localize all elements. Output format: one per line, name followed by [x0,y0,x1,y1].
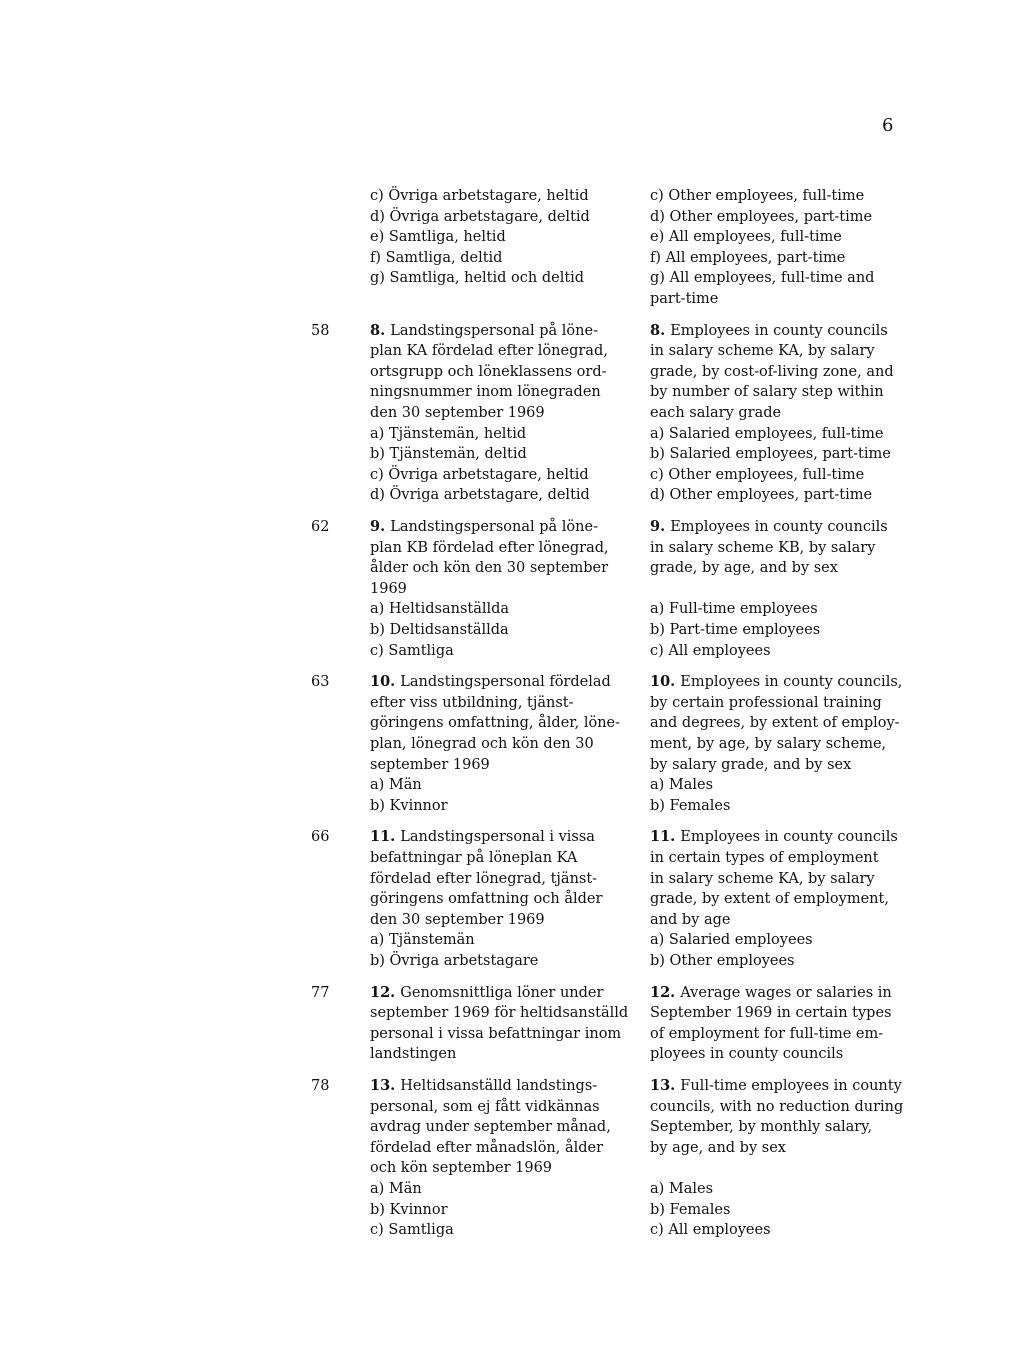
entry-line [650,983,920,1004]
entry-line [370,1076,640,1097]
entry-text: by number of salary step within [650,384,884,401]
entry-line [650,1117,920,1138]
entry-line [650,599,920,620]
entry-line [370,1158,640,1179]
entry-text: f) All employees, part-time [650,249,846,266]
entry-line [370,517,640,538]
entry-number: 10. [650,673,681,691]
entry-line [370,227,640,248]
entry-text: september 1969 [370,756,490,773]
entry-line [650,485,920,506]
entry-text: personal i vissa befattningar inom [370,1025,622,1042]
entry-text: c) Övriga arbetstagare, heltid [370,188,589,204]
entry-line [650,1220,920,1241]
entry-text: Average wages or salaries in [680,984,892,1001]
entry-line [650,1138,920,1159]
swedish-column [370,672,640,816]
entry-text: grade, by extent of employment, [650,891,889,908]
entry-line [650,207,920,228]
entry-number: 11. [650,828,681,846]
entry-text: b) Övriga arbetstagare [370,952,539,969]
entry-text: personal, som ej fått vidkännas [370,1098,600,1115]
entry-text: a) Män [370,1180,422,1197]
english-column [650,1076,920,1241]
entry-text: Landstingspersonal i vissa [400,829,595,846]
entry-line [650,827,920,848]
swedish-column [370,983,640,1065]
entry-line [650,579,920,600]
entry-line [370,362,640,383]
entry-text: each salary grade [650,404,782,421]
list-item [0,672,1024,816]
entry-text: councils, with no reduction during [650,1098,904,1115]
entry-line [370,848,640,869]
entry-text: d) Other employees, part-time [650,208,873,225]
entry-line [370,755,640,776]
entry-text: b) Part-time employees [650,621,821,638]
entry-text: Employees in county councils [670,322,888,339]
entry-text: grade, by cost-of-living zone, and [650,363,894,380]
entry-line [650,424,920,445]
entry-line [370,869,640,890]
entry-line [650,775,920,796]
entry-line [370,775,640,796]
entry-text: fördelad efter lönegrad, tjänst- [370,870,598,887]
list-item [0,983,1024,1065]
entry-line [650,1044,920,1065]
entry-page-ref: 63 [311,674,330,691]
entry-text: b) Females [650,797,731,814]
entry-text: fördelad efter månadslön, ålder [370,1139,604,1156]
entry-line [650,465,920,486]
entry-line [370,983,640,1004]
entry-line [370,465,640,486]
entry-text: och kön september 1969 [370,1160,553,1177]
entry-text: Employees in county councils [670,518,888,535]
english-column [650,186,920,310]
entry-line [650,848,920,869]
list-item [0,321,1024,506]
entry-line [650,1158,920,1179]
entry-text: Genomsnittliga löner under [400,984,604,1001]
swedish-column [370,517,640,661]
entry-line [370,734,640,755]
entry-text: b) Tjänstemän, deltid [370,446,527,463]
entry-text: a) Tjänstemän, heltid [370,425,527,442]
entry-text: part-time [650,290,719,307]
swedish-column [370,321,640,506]
entry-number: 13. [370,1076,401,1094]
entry-number: 8. [370,321,391,339]
entry-line [370,248,640,269]
entry-line [650,910,920,931]
entry-line [370,1200,640,1221]
entry-number: 10. [370,673,401,691]
entry-line [650,1076,920,1097]
entry-line [650,672,920,693]
entry-line [650,869,920,890]
swedish-column [370,1076,640,1241]
entry-text: Landstingspersonal på löne- [390,518,598,535]
english-column [650,827,920,971]
entry-line [650,930,920,951]
entry-text: Employees in county councils, [680,674,903,691]
entry-line [650,321,920,342]
entry-number: 8. [650,321,671,339]
entry-text: in certain types of employment [650,849,879,866]
entry-line [370,620,640,641]
entry-line [370,827,640,848]
entry-line [370,1138,640,1159]
entry-line [650,1024,920,1045]
entry-line [370,558,640,579]
entry-text [650,1160,655,1176]
entry-text: c) All employees [650,642,771,659]
entry-line [370,713,640,734]
entry-line [650,951,920,972]
entry-page-ref: 58 [311,322,330,339]
entry-line [370,641,640,662]
entry-text: den 30 september 1969 [370,404,545,421]
entry-text: b) Kvinnor [370,797,448,814]
entry-text: d) Övriga arbetstagare, deltid [370,208,590,225]
english-column [650,517,920,661]
entry-number: 11. [370,828,401,846]
entry-line [370,538,640,559]
entry-line [650,341,920,362]
entry-line [650,620,920,641]
entry-text: plan, lönegrad och kön den 30 [370,735,594,752]
entry-text: den 30 september 1969 [370,911,545,928]
entry-text: by salary grade, and by sex [650,756,852,773]
entry-text: b) Females [650,1201,731,1218]
entry-text: plan KB fördelad efter lönegrad, [370,539,609,556]
entry-text: landstingen [370,1046,457,1063]
entry-line [370,910,640,931]
entry-line [370,444,640,465]
entry-text: c) All employees [650,1222,771,1239]
entry-line [650,538,920,559]
entry-line [370,889,640,910]
entry-line [370,341,640,362]
entry-text: c) Other employees, full-time [650,188,865,204]
entry-line [370,186,640,207]
english-column [650,321,920,506]
entry-text: of employment for full-time em- [650,1025,884,1042]
entry-line [370,796,640,817]
entry-page-ref: 77 [311,984,330,1001]
entry-text: by age, and by sex [650,1139,786,1156]
entry-text: b) Kvinnor [370,1201,448,1218]
entry-line [370,1044,640,1065]
entry-text: e) All employees, full-time [650,229,842,246]
swedish-column [370,827,640,971]
list-item [0,517,1024,661]
entry-text: Heltidsanställd landstings- [400,1077,598,1094]
entry-text: plan KA fördelad efter lönegrad, [370,343,608,360]
entry-line [370,1179,640,1200]
entry-text: c) Other employees, full-time [650,466,865,483]
entry-line [650,382,920,403]
entry-text: efter viss utbildning, tjänst- [370,694,574,711]
entry-text: a) Males [650,1180,714,1197]
list-item [0,186,1024,310]
entry-line [370,321,640,342]
entry-line [370,951,640,972]
entry-text: e) Samtliga, heltid [370,229,506,246]
entry-text: a) Salaried employees, full-time [650,425,884,442]
entry-text: ortsgrupp och löneklassens ord- [370,363,607,380]
entry-line [650,558,920,579]
entry-line [370,1220,640,1241]
entry-page-ref: 78 [311,1077,330,1094]
entry-line [370,930,640,951]
entry-text: c) Samtliga [370,1222,454,1239]
entry-text: Full-time employees in county [680,1077,902,1094]
entry-line [650,889,920,910]
entry-text: in salary scheme KA, by salary [650,343,875,360]
entry-text: b) Salaried employees, part-time [650,446,891,463]
entry-text: by certain professional training [650,694,882,711]
entry-line [370,424,640,445]
entry-text: c) Samtliga [370,642,454,659]
entry-text: a) Män [370,777,422,794]
entry-number: 12. [650,983,681,1001]
entry-line [650,1179,920,1200]
entry-line [370,1117,640,1138]
entry-text: Employees in county councils [680,829,898,846]
entry-line [370,693,640,714]
entry-line [370,403,640,424]
english-column [650,672,920,816]
entry-text: September, by monthly salary, [650,1119,873,1136]
entry-number: 9. [370,517,391,535]
entry-line [370,672,640,693]
entry-line [650,227,920,248]
entry-text: and degrees, by extent of employ- [650,715,900,732]
entry-text: ment, by age, by salary scheme, [650,735,887,752]
entry-text: September 1969 in certain types [650,1005,892,1022]
entry-line [370,1024,640,1045]
entry-text: g) Samtliga, heltid och deltid [370,270,585,287]
entry-text: b) Deltidsanställda [370,621,509,638]
entry-text: a) Tjänstemän [370,932,475,949]
entry-line [650,186,920,207]
list-item [0,1076,1024,1241]
english-column [650,983,920,1065]
table-of-contents [0,186,1024,1241]
entry-text: a) Full-time employees [650,601,818,618]
entry-line [650,362,920,383]
entry-text: göringens omfattning, ålder, löne- [370,715,621,732]
entry-line [650,641,920,662]
entry-text: 1969 [370,580,407,597]
swedish-column [370,186,640,289]
entry-number: 13. [650,1076,681,1094]
entry-page-ref: 66 [311,829,330,846]
entry-text: ployees in county councils [650,1046,844,1063]
entry-line [370,268,640,289]
entry-line [370,599,640,620]
entry-line [650,755,920,776]
entry-text [650,581,655,597]
entry-line [650,289,920,310]
entry-page-ref: 62 [311,518,330,535]
entry-line [650,796,920,817]
entry-text: Landstingspersonal fördelad [400,674,611,691]
entry-line [370,1097,640,1118]
entry-text: d) Övriga arbetstagare, deltid [370,487,590,504]
page-number: 6 [882,115,894,136]
entry-text: befattningar på löneplan KA [370,849,578,866]
entry-line [650,1003,920,1024]
entry-text: Landstingspersonal på löne- [390,322,598,339]
entry-text: f) Samtliga, deltid [370,249,503,266]
entry-text: a) Males [650,777,714,794]
entry-line [370,207,640,228]
entry-text: ningsnummer inom lönegraden [370,384,601,401]
entry-line [650,1097,920,1118]
entry-text: ålder och kön den 30 september [370,560,609,577]
entry-line [650,517,920,538]
entry-text: b) Other employees [650,952,795,969]
entry-text: in salary scheme KB, by salary [650,539,876,556]
entry-text: a) Heltidsanställda [370,601,510,618]
entry-line [370,382,640,403]
entry-line [650,268,920,289]
entry-line [650,403,920,424]
entry-line [650,713,920,734]
entry-text: d) Other employees, part-time [650,487,873,504]
entry-number: 9. [650,517,671,535]
entry-text: and by age [650,911,731,928]
entry-text: a) Salaried employees [650,932,813,949]
entry-line [650,1200,920,1221]
entry-text: september 1969 för heltidsanställd [370,1005,629,1022]
entry-text: c) Övriga arbetstagare, heltid [370,466,589,483]
entry-line [370,579,640,600]
entry-line [650,444,920,465]
entry-line [370,485,640,506]
entry-line [650,693,920,714]
entry-text: avdrag under september månad, [370,1119,611,1136]
entry-line [370,1003,640,1024]
entry-number: 12. [370,983,401,1001]
entry-text: in salary scheme KA, by salary [650,870,875,887]
list-item [0,827,1024,971]
entry-text: g) All employees, full-time and [650,270,875,287]
entry-line [650,248,920,269]
entry-line [650,734,920,755]
entry-text: göringens omfattning och ålder [370,891,603,908]
entry-text: grade, by age, and by sex [650,560,838,577]
